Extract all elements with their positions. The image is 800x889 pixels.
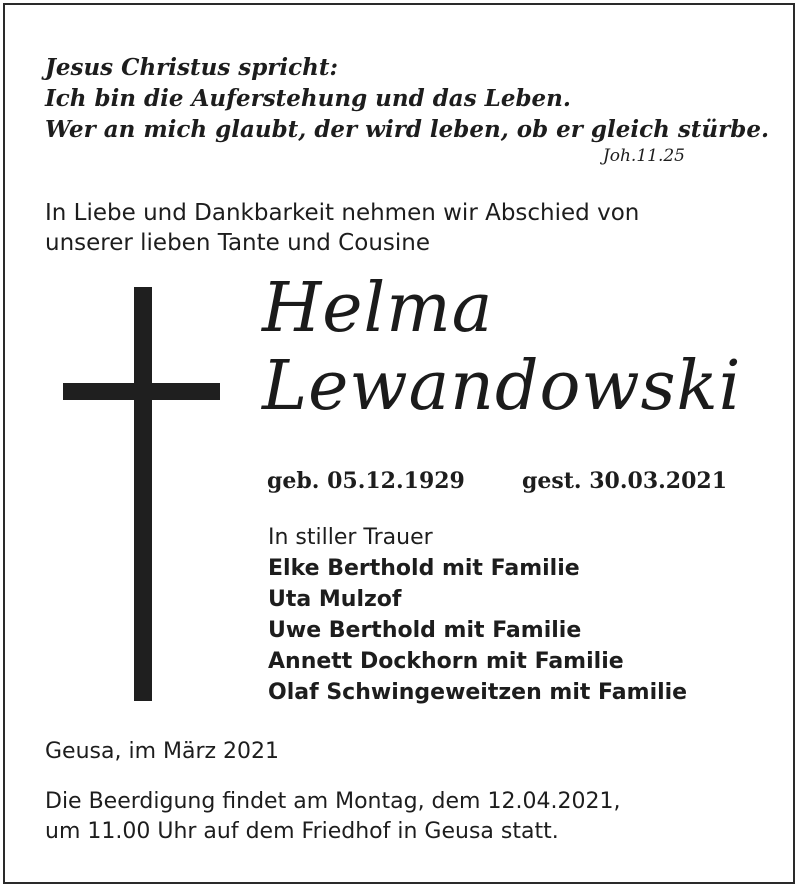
cross-horizontal-beam [63, 383, 220, 400]
verse-line-1: Jesus Christus spricht: [45, 54, 339, 81]
mourner-name: Annett Dockhorn mit Familie [268, 649, 624, 674]
funeral-line-1: Die Beerdigung findet am Montag, dem 12.04.2021, [45, 789, 621, 814]
place-and-date: Geusa, im März 2021 [45, 739, 280, 764]
funeral-notice [45, 787, 745, 847]
birth-date: geb. 05.12.1929 [267, 468, 465, 494]
cross-vertical-beam [134, 287, 152, 701]
intro-line-2: unserer lieben Tante und Cousine [45, 230, 430, 256]
death-date: gest. 30.03.2021 [522, 468, 728, 494]
farewell-intro [45, 198, 745, 258]
mourner-name: Olaf Schwingeweitzen mit Familie [268, 680, 688, 705]
intro-line-1: In Liebe und Dankbarkeit nehmen wir Abschied von [45, 200, 640, 226]
mourner-name: Uwe Berthold mit Familie [268, 618, 582, 643]
deceased-last-name: Lewandowski [262, 347, 742, 426]
deceased-first-name: Helma [262, 269, 494, 348]
funeral-line-2: um 11.00 Uhr auf dem Friedhof in Geusa statt. [45, 819, 559, 844]
mourner-name: Uta Mulzof [268, 587, 402, 612]
verse-reference: Joh.11.25 [602, 146, 685, 166]
mourner-name: Elke Berthold mit Familie [268, 556, 580, 581]
verse-line-2: Ich bin die Auferstehung und das Leben. [45, 85, 571, 112]
mourners-heading: In stiller Trauer [268, 525, 433, 550]
deceased-name [262, 270, 782, 426]
life-dates [267, 466, 767, 496]
mourners-list [268, 522, 768, 708]
verse-line-3: Wer an mich glaubt, der wird leben, ob er gleich stürbe. [45, 116, 769, 143]
bible-verse [45, 52, 769, 166]
